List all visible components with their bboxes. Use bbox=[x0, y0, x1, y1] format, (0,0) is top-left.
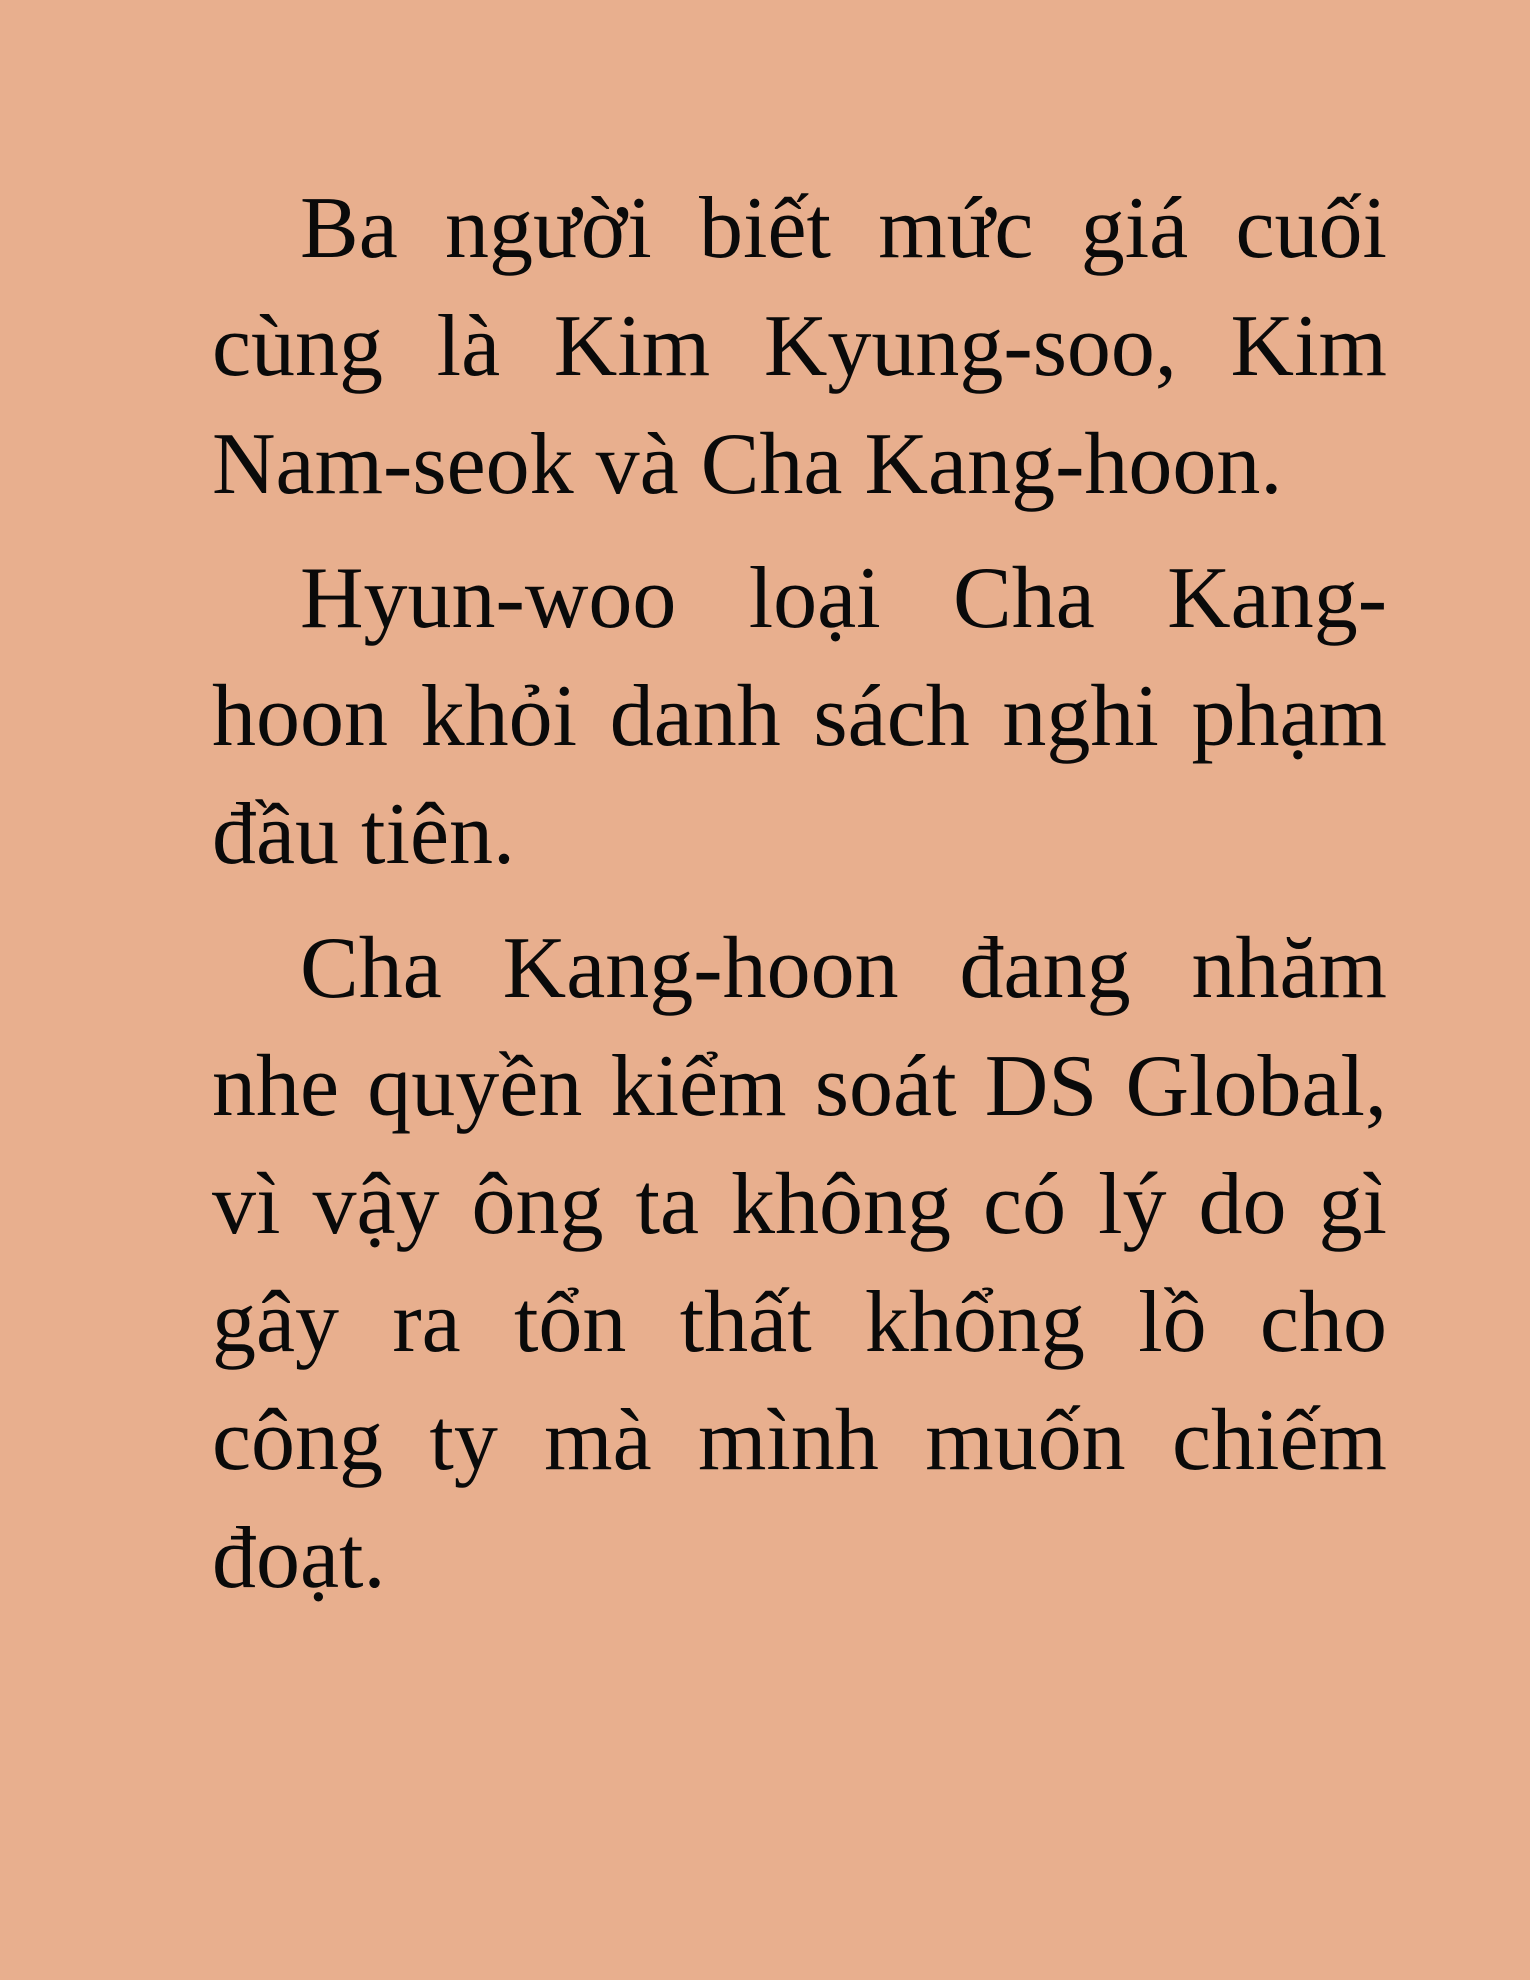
paragraph-2: Hyun-woo loại Cha Kang-hoon khỏi danh sách nghi phạm đầu tiên. bbox=[212, 550, 1387, 883]
paragraph-3: Cha Kang-hoon đang nhăm nhe quyền kiểm soát DS Global, vì vậy ông ta không có lý do gì gây ra tổn thất khổng lồ cho công ty mà mình muốn chiếm đoạt. bbox=[212, 920, 1387, 1607]
paragraph-1: Ba người biết mức giá cuối cùng là Kim Kyung-soo, Kim Nam-seok và Cha Kang-hoon. bbox=[212, 180, 1387, 513]
page-content bbox=[212, 170, 1387, 1634]
